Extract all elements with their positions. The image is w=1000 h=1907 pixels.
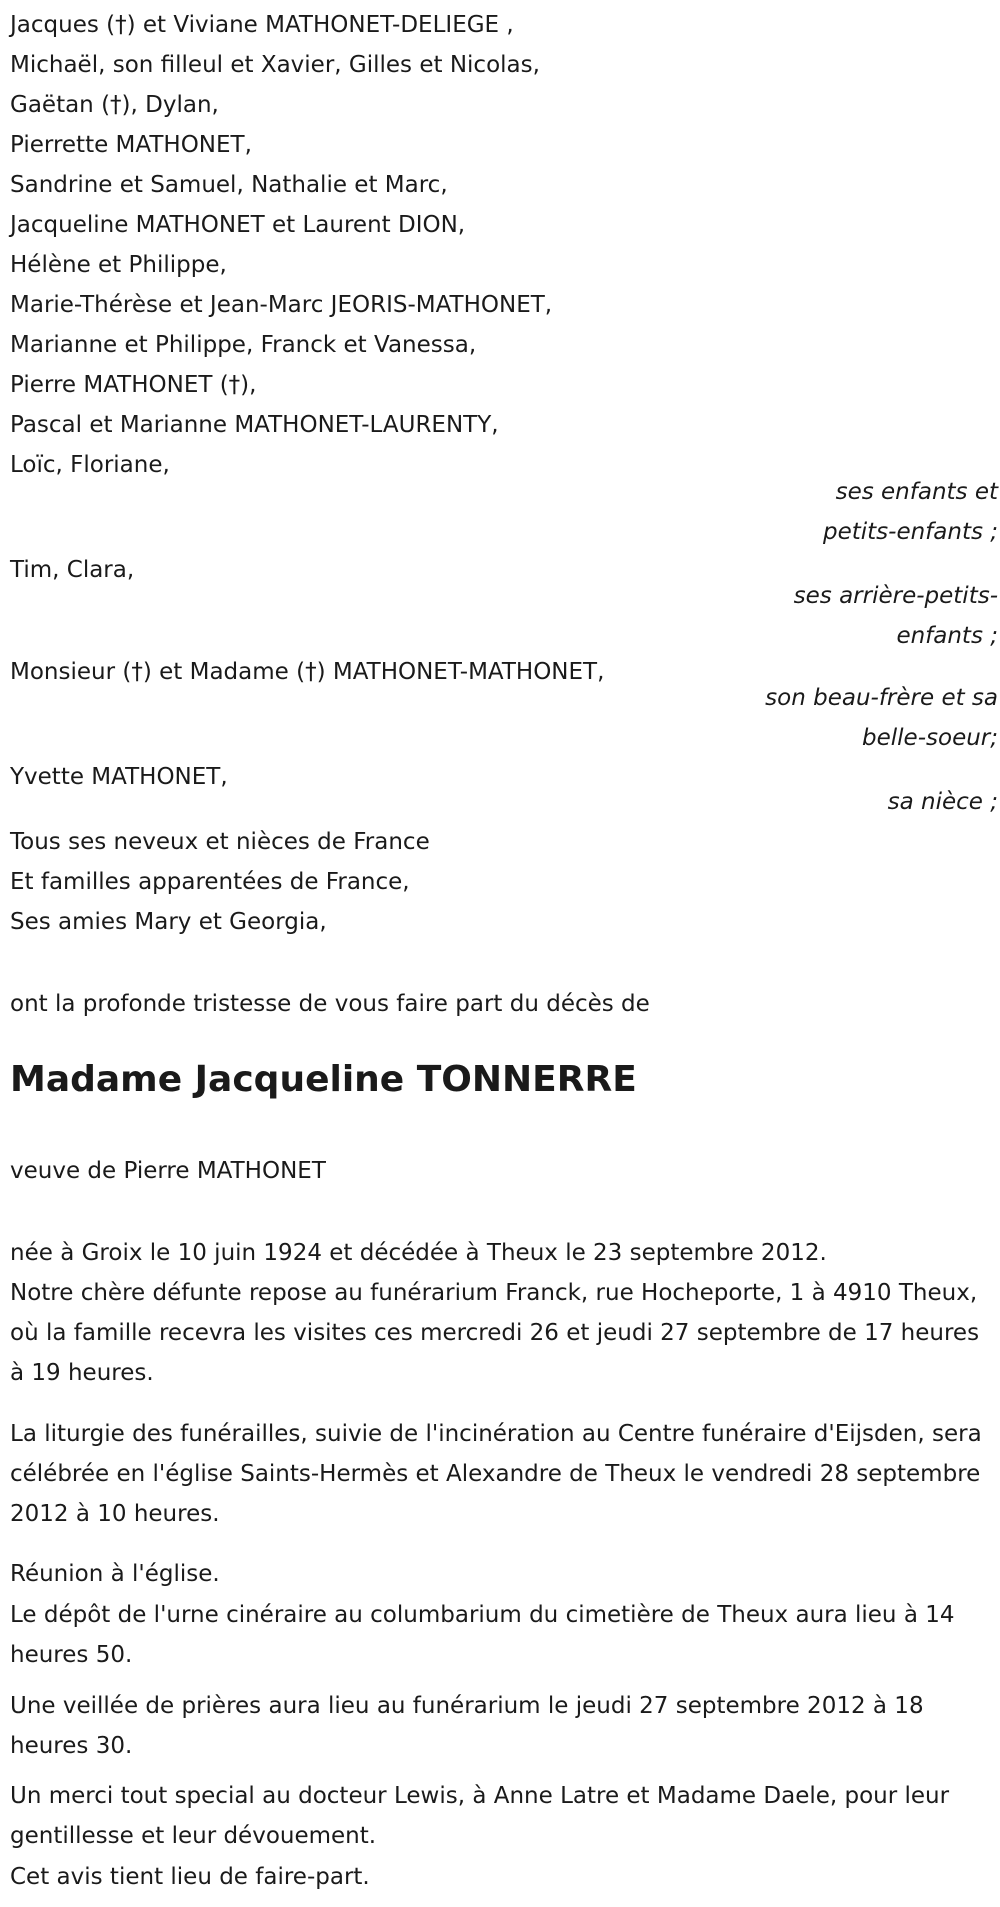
relation-label: ses arrière-petits- bbox=[793, 583, 998, 609]
family-line: Jacqueline MATHONET et Laurent DION, bbox=[10, 212, 466, 238]
extended-family-line: Ses amies Mary et Georgia, bbox=[10, 909, 327, 935]
paragraph-thanks: Un merci tout special au docteur Lewis, à Anne Latre et Madame Daele, pour leur gentillesse et leur dévouement. bbox=[10, 1783, 950, 1849]
family-line: Sandrine et Samuel, Nathalie et Marc, bbox=[10, 172, 448, 198]
relation-label: sa nièce ; bbox=[887, 789, 998, 815]
relation-label: enfants ; bbox=[896, 623, 998, 649]
niece-line: Yvette MATHONET, bbox=[10, 764, 228, 790]
family-line: Loïc, Floriane, bbox=[10, 452, 170, 478]
in-laws-line: Monsieur (†) et Madame (†) MATHONET-MATHONET, bbox=[10, 659, 605, 685]
family-line: Pierre MATHONET (†), bbox=[10, 372, 257, 398]
family-line: Hélène et Philippe, bbox=[10, 252, 227, 278]
family-line: Michaël, son filleul et Xavier, Gilles et Nicolas, bbox=[10, 52, 540, 78]
relation-label: belle-soeur; bbox=[862, 725, 998, 751]
relation-label: ses enfants et bbox=[835, 479, 998, 505]
paragraph-meeting: Réunion à l'église. bbox=[10, 1561, 220, 1587]
extended-family-line: Et familles apparentées de France, bbox=[10, 869, 410, 895]
great-grandchildren-line: Tim, Clara, bbox=[10, 557, 135, 583]
relation-label: petits-enfants ; bbox=[822, 519, 998, 545]
widow-of-line: veuve de Pierre MATHONET bbox=[10, 1158, 326, 1184]
family-line: Gaëtan (†), Dylan, bbox=[10, 92, 219, 118]
family-line: Marianne et Philippe, Franck et Vanessa, bbox=[10, 332, 477, 358]
paragraph-urn: Le dépôt de l'urne cinéraire au columbarium du cimetière de Theux aura lieu à 14 heures 50. bbox=[10, 1602, 955, 1668]
extended-family-line: Tous ses neveux et nièces de France bbox=[10, 829, 430, 855]
family-line: Pascal et Marianne MATHONET-LAURENTY, bbox=[10, 412, 499, 438]
paragraph-vigil: Une veillée de prières aura lieu au funérarium le jeudi 27 septembre 2012 à 18 heures 30. bbox=[10, 1693, 924, 1759]
deceased-name: Madame Jacqueline TONNERRE bbox=[10, 1059, 637, 1100]
paragraph-notice: Cet avis tient lieu de faire-part. bbox=[10, 1864, 370, 1890]
paragraph-birth-death: née à Groix le 10 juin 1924 et décédée à Theux le 23 septembre 2012. bbox=[10, 1240, 827, 1266]
announcement-line: ont la profonde tristesse de vous faire part du décès de bbox=[10, 991, 650, 1017]
relation-label: son beau-frère et sa bbox=[765, 685, 998, 711]
paragraph-visitation: Notre chère défunte repose au funérarium Franck, rue Hocheporte, 1 à 4910 Theux, où la famille recevra les visites ces mercredi 26 et jeudi 27 septembre de 17 heures à 19 heures. bbox=[10, 1280, 980, 1386]
family-line: Pierrette MATHONET, bbox=[10, 132, 252, 158]
family-line: Marie-Thérèse et Jean-Marc JEORIS-MATHONET, bbox=[10, 292, 553, 318]
paragraph-liturgy: La liturgie des funérailles, suivie de l'incinération au Centre funéraire d'Eijsden, sera célébrée en l'église Saints-Hermès et Alexandre de Theux le vendredi 28 septembre 2012 à 10 heures. bbox=[10, 1421, 982, 1527]
family-line: Jacques (†) et Viviane MATHONET-DELIEGE , bbox=[10, 12, 514, 38]
